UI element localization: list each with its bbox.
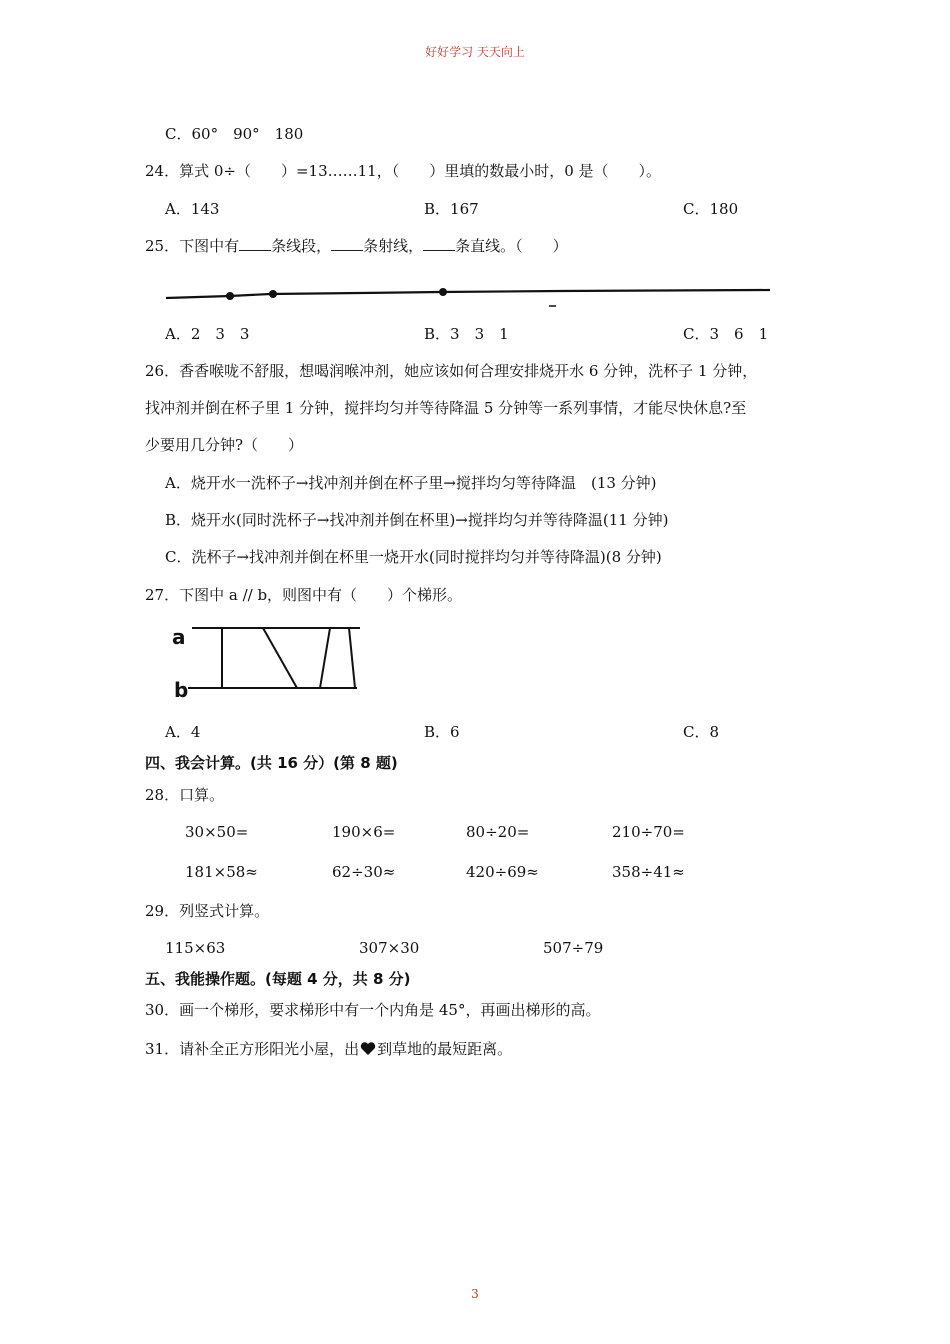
q28-stem: 28．口算。 — [145, 786, 225, 804]
q25-stem-part3: 条射线， — [363, 237, 424, 255]
q26-option-c: C．洗杯子→找冲剂并倒在杯里一烧开水(同时搅拌均匀并等待降温)(8 分钟) — [165, 548, 662, 566]
q25-option-c: C．3 6 1 — [683, 325, 769, 343]
q25-option-b: B．3 3 1 — [424, 325, 509, 343]
q25-point-1 — [226, 292, 234, 300]
q24-option-a: A．143 — [165, 200, 220, 218]
q25-line — [166, 290, 770, 298]
q25-stem-part2: 条线段， — [271, 237, 332, 255]
q31-stem-part1: 31．请补全正方形阳光小屋，出 — [145, 1040, 360, 1058]
q28-item-7: 420÷69≈ — [466, 863, 539, 881]
q24-stem: 24．算式 0÷（ ）=13……11，（ ）里填的数最小时，0 是（ ）。 — [145, 162, 662, 180]
page-header: 好好学习 天天向上 — [425, 45, 525, 59]
q26-option-a: A．烧开水一洗杯子→找冲剂并倒在杯子里→搅拌均匀等待降温 (13 分钟) — [165, 474, 657, 492]
q26-stem-line1: 26．香香喉咙不舒服，想喝润喉冲剂，她应该如何合理安排烧开水 6 分钟，洗杯子 1 分钟， — [145, 362, 758, 380]
q25-line-figure — [160, 280, 780, 310]
q24-option-b: B．167 — [424, 200, 479, 218]
heart-icon — [359, 1039, 377, 1059]
q25-stem-part4: 条直线。（ ） — [455, 237, 568, 255]
q30-stem: 30．画一个梯形，要求梯形中有一个内角是 45°，再画出梯形的高。 — [145, 1001, 601, 1019]
q28-item-8: 358÷41≈ — [612, 863, 685, 881]
page-number: 3 — [471, 1287, 479, 1301]
q24-option-c: C．180 — [683, 200, 739, 218]
q29-item-3: 507÷79 — [543, 939, 604, 957]
q31-stem — [145, 1039, 512, 1059]
q25-stem — [145, 236, 568, 256]
q28-item-6: 62÷30≈ — [332, 863, 396, 881]
q27-segment-2 — [263, 628, 297, 688]
q27-stem: 27．下图中 a // b，则图中有（ ）个梯形。 — [145, 586, 463, 604]
q25-stem-part1: 25．下图中有 — [145, 237, 240, 255]
q27-option-b: B．6 — [424, 723, 460, 741]
section5-title: 五、我能操作题。(每题 4 分，共 8 分) — [145, 970, 411, 988]
q31-stem-part2: 到草地的最短距离。 — [377, 1040, 513, 1058]
q27-label-a: a — [172, 625, 186, 649]
q25-point-3 — [439, 288, 447, 296]
q26-stem-line3: 少要用几分钟?（ ） — [145, 436, 304, 454]
q25-blank-rays — [331, 236, 363, 251]
q29-item-1: 115×63 — [165, 939, 226, 957]
q28-item-5: 181×58≈ — [185, 863, 258, 881]
q28-item-1: 30×50= — [185, 823, 249, 841]
q28-item-4: 210÷70= — [612, 823, 685, 841]
q27-option-a: A．4 — [165, 723, 201, 741]
q25-point-2 — [269, 290, 277, 298]
q27-option-c: C．8 — [683, 723, 720, 741]
q27-segment-4 — [349, 628, 355, 688]
q25-blank-lines — [423, 236, 455, 251]
q27-segment-3 — [320, 628, 330, 688]
q29-item-2: 307×30 — [359, 939, 420, 957]
q29-stem: 29．列竖式计算。 — [145, 902, 270, 920]
q26-stem-line2: 找冲剂并倒在杯子里 1 分钟，搅拌均匀并等待降温 5 分钟等一系列事情，才能尽快休息?至 — [145, 399, 747, 417]
q26-option-b: B．烧开水(同时洗杯子→找冲剂并倒在杯里)→搅拌均匀并等待降温(11 分钟) — [165, 511, 669, 529]
q25-option-a: A．2 3 3 — [165, 325, 250, 343]
q27-label-b: b — [174, 678, 189, 702]
q25-blank-segments — [239, 236, 271, 251]
section4-title: 四、我会计算。(共 16 分）(第 8 题) — [145, 754, 398, 772]
q28-item-3: 80÷20= — [466, 823, 530, 841]
q27-trapezoid-figure — [185, 620, 365, 695]
q23-option-c: C．60° 90° 180 — [165, 125, 304, 143]
q28-item-2: 190×6= — [332, 823, 396, 841]
